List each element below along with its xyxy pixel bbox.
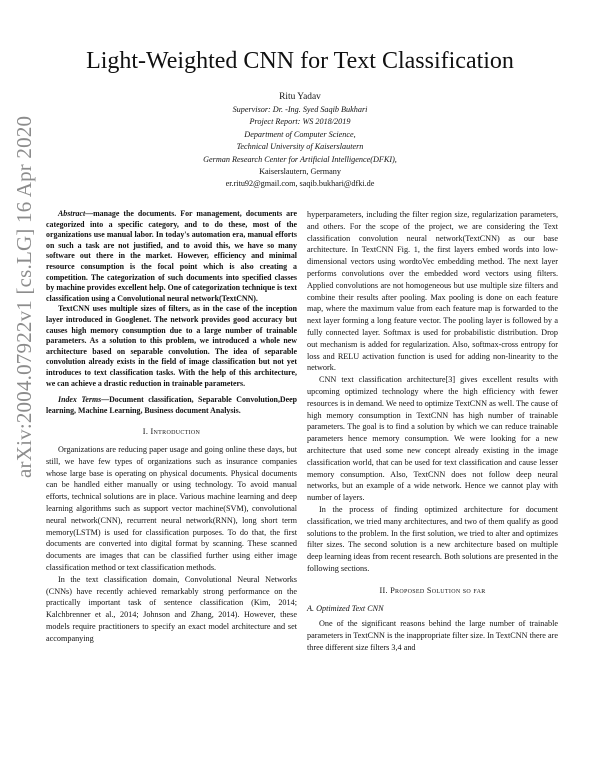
right-paragraph-3: In the process of finding optimized architecture for document classification, we tried many architectures, and two of them qualify as good solutions to the problem. In the first solution, we tried to alter and optimizes filter sizes. The second solution is a new architecture based on multiple deep learning ideas from recent research. Both solutions are presented in the following sections. [307, 504, 558, 573]
department-line: Department of Computer Science, [244, 129, 356, 139]
university-line: Technical University of Kaiserslautern [236, 142, 364, 152]
left-column [46, 209, 297, 645]
subsection-heading-optimized-textcnn: A. Optimized Text CNN [307, 603, 384, 613]
abstract-text-1: —manage the documents. For management, documents are categorized into a specific category, and to do these, most of the organizations use manual labor. In today's automation era, manual efforts on such a task are not justified, and to avoid this, we have so many software out there in the market. However, efficiency and minimal resource consumption is the focal point which is also creating a competition. The categorization of such documents into specified classes by machine provides excellent help. One of categorization technique is text classification using a Convolutional neural network(TextCNN). [46, 209, 297, 303]
email-line: er.ritu92@gmail.com, saqib.bukhari@dfki.de [225, 179, 375, 189]
section-heading-introduction: I. Introduction [142, 427, 201, 437]
index-terms-lead: Index Terms [58, 395, 102, 405]
location-line: Kaiserslautern, Germany [259, 167, 341, 177]
intro-paragraph-2: In the text classification domain, Convolutional Neural Networks (CNNs) have recently achieved remarkably strong performance on the practically important task of sentence classification (Kim, 2014; Kalchbrenner et al., 2014; Johnson and Zhang, 2014). However, these models require practitioners to specify an exact model architecture and set accompanying [46, 574, 297, 643]
intro-paragraph-1: Organizations are reducing paper usage and going online these days, but still, we have few types of organizations such as insurance companies whose large base is operating on physical documents. Physical documents can be handled either manually or using technology. To avoid manual efforts, technical solutions are in place. Various machine learning and deep learning algorithms such as support vector machine(SVM), convolutional neural network(CNN), recurrent neural network(RNN), long short term memory(LSTM) is used for classification purposes. To do that, the first documents are converted into digital format by scanning. These scanned documents are images that can be classified further using either image classification method or text classification methods. [46, 445, 297, 573]
abstract-paragraph-1 [46, 209, 297, 304]
right-column [307, 209, 558, 654]
index-terms [46, 395, 297, 416]
section2-paragraph-1: One of the significant reasons behind the large number of trainable parameters in TextCNN is the inappropriate filter size. In TextCNN there are three different size filters 3,4 and [307, 619, 558, 652]
right-paragraph-1: hyperparameters, including the filter region size, regularization parameters, and others. For the scope of the project, we are considering the Text classification convolution neural network(TextCNN) as our base architecture. In TextCNN Fig. 1, the first layers embed words into low-dimensional vectors using wordtoVec embedding method. The next layer performs convolutions over the embedded word vectors using filters. Applied convolutions are not homogeneous but use multiple size filters and combine their results after pooling. Max pooling is done on each feature map, where the maximum value from each feature map is forwarded to the next layer forming a long feature vector. The pooling layer is followed by a fully connected layer. Softmax is used for probabilistic distribution. Drop out mechanism is added for regularization. Also, softmax-cross entropy for loss and RELU activation function is used for adding non-linearity to the network. [307, 210, 558, 373]
section-heading-proposed-solution: II. Proposed Solution so far [379, 585, 486, 595]
research-center-line: German Research Center for Artificial Intelligence(DFKI), [203, 154, 397, 164]
supervisor-line: Supervisor: Dr. -Ing. Syed Saqib Bukhari [232, 105, 368, 114]
report-line: Project Report: WS 2018/2019 [249, 117, 351, 127]
abstract-lead: Abstract [58, 209, 86, 218]
abstract-paragraph-2: TextCNN uses multiple sizes of filters, as in the case of the inception layer introduced in Googlenet. The network provides good accuracy but causes high memory consumption due to a large number of trainable parameters. As a solution to this problem, we introduced a whole new architecture based on separable convolution. The idea of separable convolution already exists in the field of image classification but not yet introduces to text classification tasks. With the help of this architecture, we can achieve a drastic reduction in trainable parameters. [46, 304, 297, 388]
arxiv-identifier-stamp: arXiv:2004.07922v1 [cs.LG] 16 Apr 2020 [12, 115, 36, 478]
paper-title: Light-Weighted CNN for Text Classification [86, 48, 514, 74]
right-paragraph-2: CNN text classification architecture[3] gives excellent results with upcoming optimized technology where the high efficiency with fewer resources is in demand. We need to optimize TextCNN as well. The cause of high memory consumption in TextCNN has high number of trainable parameters. The goal is to find a solution by which we can reduce trainable parameters hence memory consumption. We were looking for a new architecture that used some new concept already existing in the image classification world, that can be used for text classification and cause lesser memory consumption. Also, TextCNN does not follow deep neural networks, but an example of a wide network. Hence we cannot play with number of layers. [307, 375, 558, 503]
author-block [120, 91, 480, 191]
author-name: Ritu Yadav [279, 92, 321, 102]
index-terms-text: —Document classification, Separable Convolution,Deep learning, Machine Learning, Business document Analysis. [46, 395, 298, 415]
